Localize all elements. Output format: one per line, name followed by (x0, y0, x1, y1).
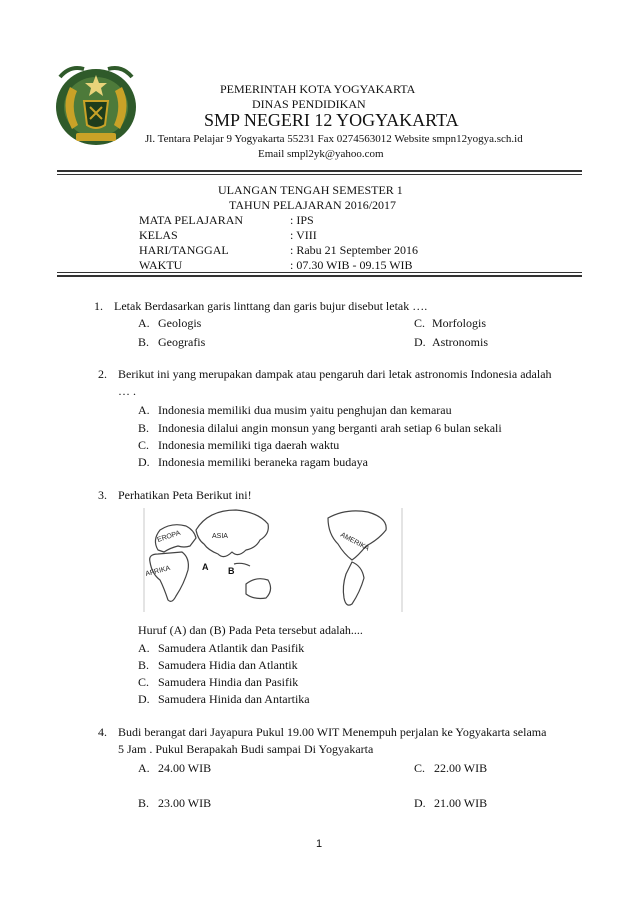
info-value: : VIII (290, 228, 317, 242)
option-letter: C. (414, 761, 426, 775)
info-label: WAKTU (139, 258, 183, 272)
option-text: Samudera Hinida dan Antartika (158, 692, 310, 706)
question-3-prompt: Huruf (A) dan (B) Pada Peta tersebut adalah.... (138, 623, 363, 637)
option-text: Astronomis (432, 335, 489, 349)
question-2-number: 2. (98, 367, 107, 381)
question-1-number: 1. (94, 299, 103, 313)
option-letter: D. (414, 796, 426, 810)
option-letter: A. (138, 761, 150, 775)
option-text: Indonesia dilalui angin monsun yang berganti arah setiap 6 bulan sekali (158, 421, 502, 435)
option-letter: B. (138, 658, 150, 672)
option-letter: D. (138, 692, 150, 706)
info-label: HARI/TANGGAL (139, 243, 229, 257)
info-rule-thin (57, 272, 582, 273)
question-3-number: 3. (98, 488, 107, 502)
option-text: 23.00 WIB (158, 796, 212, 810)
question-4-text-cont: 5 Jam . Pukul Berapakah Budi sampai Di Yogyakarta (118, 742, 374, 756)
option-letter: D. (138, 455, 150, 469)
option-text: 24.00 WIB (158, 761, 212, 775)
option-letter: C. (138, 438, 150, 452)
exam-year: TAHUN PELAJARAN 2016/2017 (229, 198, 397, 212)
option-letter: D. (414, 335, 426, 349)
question-3-text: Perhatikan Peta Berikut ini! (118, 488, 252, 502)
header-line-2: DINAS PENDIDIKAN (252, 97, 366, 111)
option-letter: C. (414, 316, 426, 330)
world-map-image (138, 500, 408, 618)
option-text: Samudera Hindia dan Pasifik (158, 675, 299, 689)
option-letter: A. (138, 316, 150, 330)
info-label: KELAS (139, 228, 178, 242)
option-text: Geografis (158, 335, 206, 349)
option-text: Samudera Hidia dan Atlantik (158, 658, 298, 672)
page-number: 1 (316, 838, 323, 850)
question-4-text: Budi berangat dari Jayapura Pukul 19.00 WIT Menempuh perjalan ke Yogyakarta selama (118, 725, 547, 739)
school-address: Jl. Tentara Pelajar 9 Yogyakarta 55231 Fax 0274563012 Website smpn12yogya.sch.id (145, 133, 523, 145)
option-text: Indonesia memiliki tiga daerah waktu (158, 438, 340, 452)
header-line-1: PEMERINTAH KOTA YOGYAKARTA (220, 82, 416, 96)
question-4-number: 4. (98, 725, 107, 739)
map-label-b: B (228, 566, 235, 576)
map-label-afrika: AFRIKA (144, 565, 172, 578)
map-label-asia: ASIA (212, 533, 228, 540)
info-value: : IPS (290, 213, 314, 227)
option-text: Samudera Atlantik dan Pasifik (158, 641, 305, 655)
option-letter: A. (138, 403, 150, 417)
option-text: Indonesia memiliki beraneka ragam budaya (158, 455, 368, 469)
school-crest-logo (50, 57, 142, 151)
option-text: 22.00 WIB (434, 761, 488, 775)
school-name: SMP NEGERI 12 YOGYAKARTA (204, 110, 459, 130)
option-letter: A. (138, 641, 150, 655)
option-letter: B. (138, 796, 150, 810)
question-2-text-cont: … . (118, 384, 136, 398)
option-letter: B. (138, 335, 150, 349)
info-label: MATA PELAJARAN (139, 213, 244, 227)
question-1-text: Letak Berdasarkan garis linttang dan garis bujur disebut letak …. (114, 299, 428, 313)
map-label-amerika: AMERIKA (339, 531, 371, 553)
info-value: : Rabu 21 September 2016 (290, 243, 418, 257)
header-rule-thin (57, 174, 582, 175)
info-rule-thick (57, 275, 582, 277)
question-2-text: Berikut ini yang merupakan dampak atau pengaruh dari letak astronomis Indonesia adalah (118, 367, 552, 381)
info-value: : 07.30 WIB - 09.15 WIB (290, 258, 413, 272)
option-letter: C. (138, 675, 150, 689)
exam-title: ULANGAN TENGAH SEMESTER 1 (218, 183, 403, 197)
option-text: Indonesia memiliki dua musim yaitu penghujan dan kemarau (158, 403, 452, 417)
map-label-a: A (202, 562, 209, 572)
map-label-eropa: EROPA (156, 529, 182, 544)
option-text: 21.00 WIB (434, 796, 488, 810)
option-letter: B. (138, 421, 150, 435)
option-text: Morfologis (432, 316, 486, 330)
option-text: Geologis (158, 316, 202, 330)
header-rule-thick (57, 170, 582, 172)
school-email: Email smpl2yk@yahoo.com (258, 148, 384, 160)
